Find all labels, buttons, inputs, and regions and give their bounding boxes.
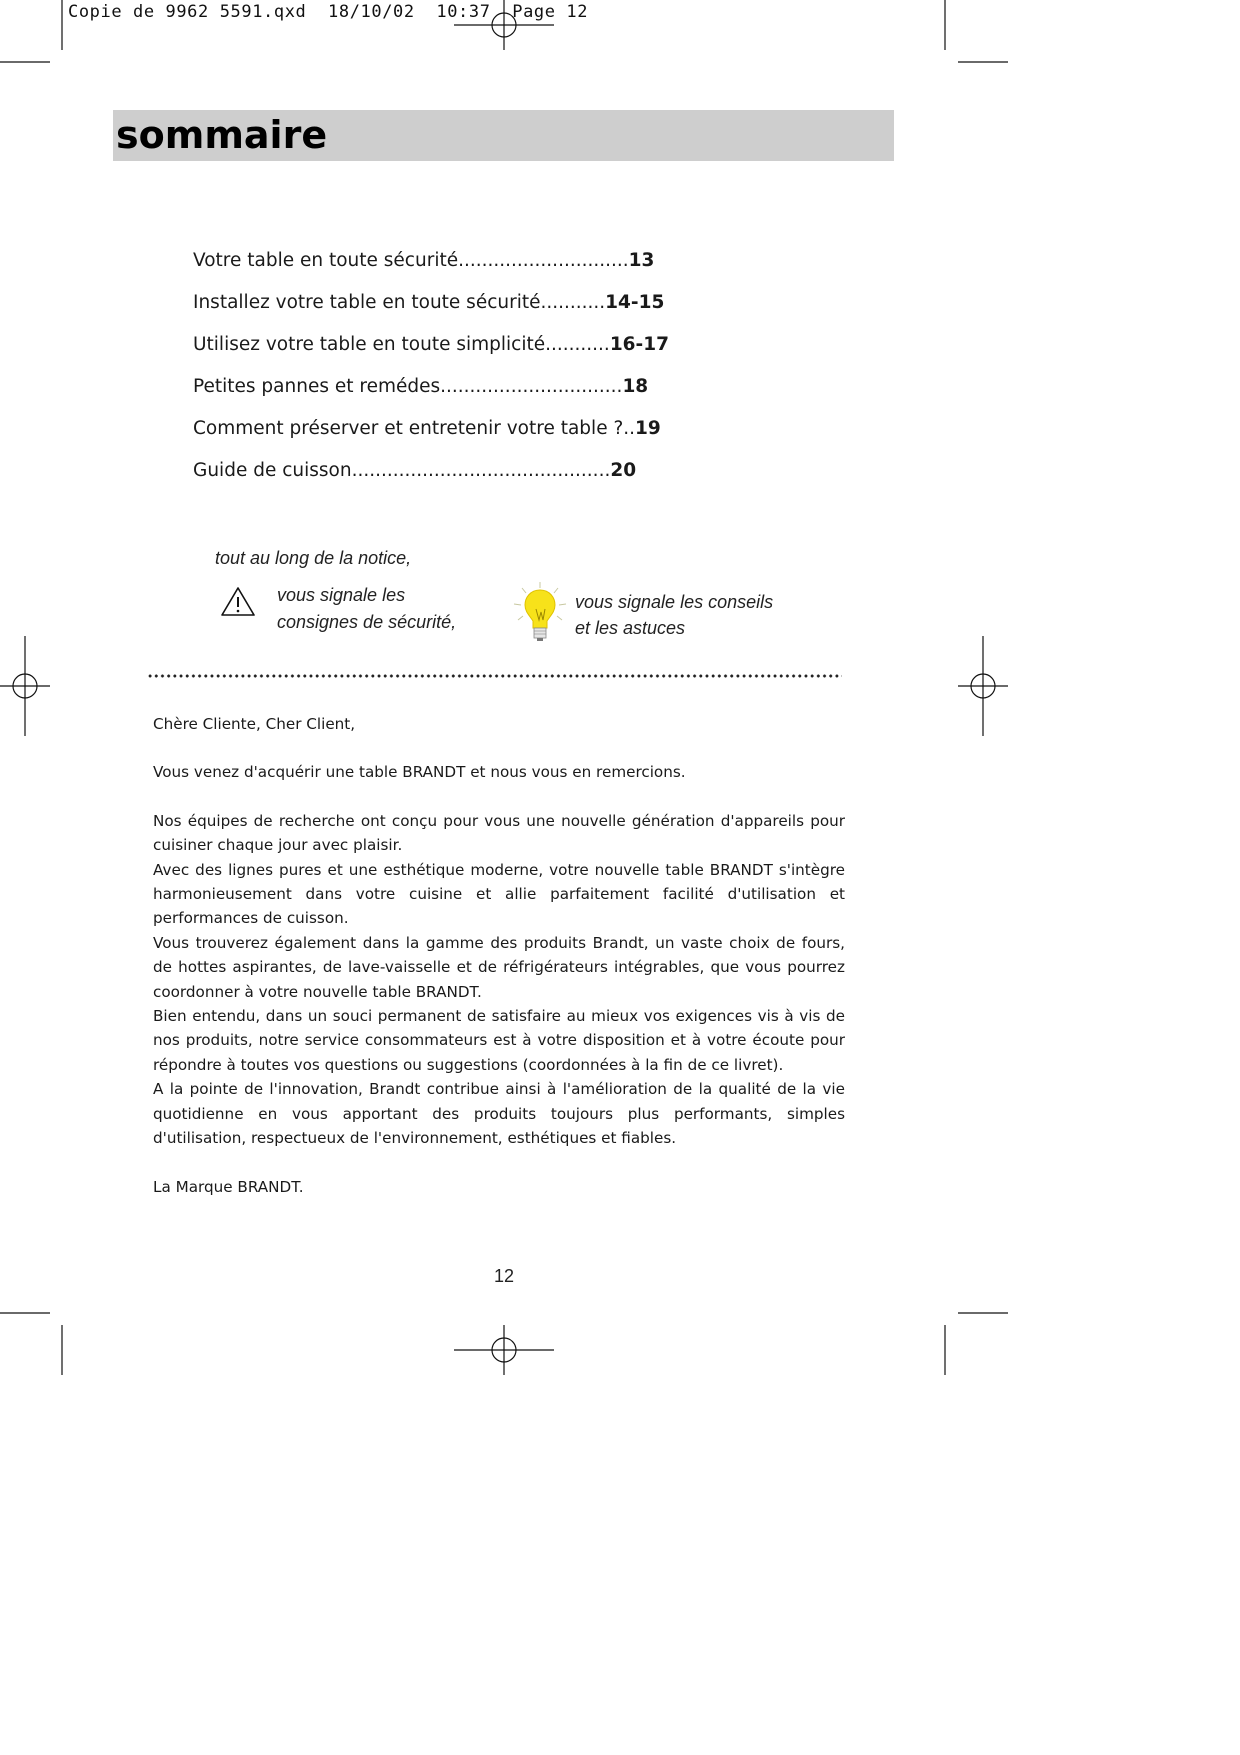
letter-paragraph: Avec des lignes pures et une esthétique moderne, votre nouvelle table BRANDT s'intègre harmonieusement dans votre cuisine et allie parfaitement facilité d'utilisation et performances de cuisson. (153, 860, 845, 928)
toc-leader: ............................. (458, 250, 629, 271)
toc-item-label: Comment préserver et entretenir votre table ? (193, 418, 624, 439)
page-title: sommaire (116, 113, 328, 157)
table-of-contents (193, 245, 669, 497)
tip-legend-line: vous signale les conseils (575, 592, 774, 612)
warning-legend-line: vous signale les (277, 585, 406, 605)
toc-page-number: 18 (622, 376, 649, 397)
toc-item (193, 245, 669, 287)
letter-thanks: Vous venez d'acquérir une table BRANDT et nous vous en remercions. (153, 763, 686, 782)
print-slug: Copie de 9962 5591.qxd 18/10/02 10:37 Page 12 (68, 2, 589, 22)
letter-signature: La Marque BRANDT. (153, 1177, 304, 1196)
letter-paragraph: A la pointe de l'innovation, Brandt contribue ainsi à l'amélioration de la qualité de la vie quotidienne en vous apportant des produits toujours plus performants, simples d'utilisation, respectueux de l'environnement, esthétiques et fiables. (153, 1080, 845, 1148)
toc-leader: ............................... (440, 376, 623, 397)
toc-item-label: Votre table en toute sécurité (193, 250, 459, 271)
toc-item (193, 329, 669, 371)
registration-mark-bottom (454, 1325, 554, 1375)
registration-mark-top (454, 0, 554, 50)
toc-page-number: 16-17 (609, 334, 669, 355)
registration-mark-right (958, 636, 1008, 736)
page-number: 12 (494, 1266, 515, 1286)
toc-leader: ........... (545, 334, 610, 355)
tip-legend-line: et les astuces (575, 618, 686, 638)
warning-legend-line: consignes de sécurité, (277, 612, 457, 632)
toc-item (193, 287, 669, 329)
toc-leader: .. (623, 418, 636, 439)
toc-item-label: Installez votre table en toute sécurité (193, 292, 541, 313)
toc-page-number: 13 (628, 250, 655, 271)
welcome-letter (153, 712, 845, 1199)
letter-paragraph: Vous trouverez également dans la gamme des produits Brandt, un vaste choix de fours, de hottes aspirantes, de lave-vaisselle et de réfrigérateurs intégrables, que vous pourrez coordonner à votre nouvelle table BRANDT. (153, 933, 845, 1001)
dotted-separator (147, 674, 842, 678)
lightbulb-icon (512, 582, 568, 648)
toc-item-label: Utilisez votre table en toute simplicité (193, 334, 546, 355)
letter-paragraph: Bien entendu, dans un souci permanent de satisfaire au mieux vos exigences vis à vis de nos produits, notre service consommateurs est à votre disposition et à votre écoute pour répondre à toutes vos questions ou suggestions (coordonnées à la fin de ce livret). (153, 1007, 845, 1074)
toc-leader: ........... (540, 292, 606, 313)
toc-page-number: 19 (635, 418, 661, 439)
toc-item-label: Petites pannes et remédes (193, 376, 441, 397)
legend-intro: tout au long de la notice, (215, 548, 412, 568)
toc-item (193, 455, 669, 497)
toc-page-number: 20 (610, 460, 637, 481)
toc-item (193, 371, 669, 413)
tip-legend-text (575, 589, 773, 641)
toc-item-label: Guide de cuisson (193, 460, 352, 481)
registration-mark-left (0, 636, 50, 736)
toc-item (193, 413, 669, 455)
warning-triangle-icon (220, 586, 256, 618)
toc-page-number: 14-15 (605, 292, 665, 313)
toc-leader: ............................................ (351, 460, 611, 481)
warning-legend-text (277, 582, 456, 636)
letter-paragraph: Nos équipes de recherche ont conçu pour vous une nouvelle génération d'appareils pour cuisiner chaque jour avec plaisir. (153, 811, 845, 855)
letter-salutation: Chère Cliente, Cher Client, (153, 715, 356, 733)
